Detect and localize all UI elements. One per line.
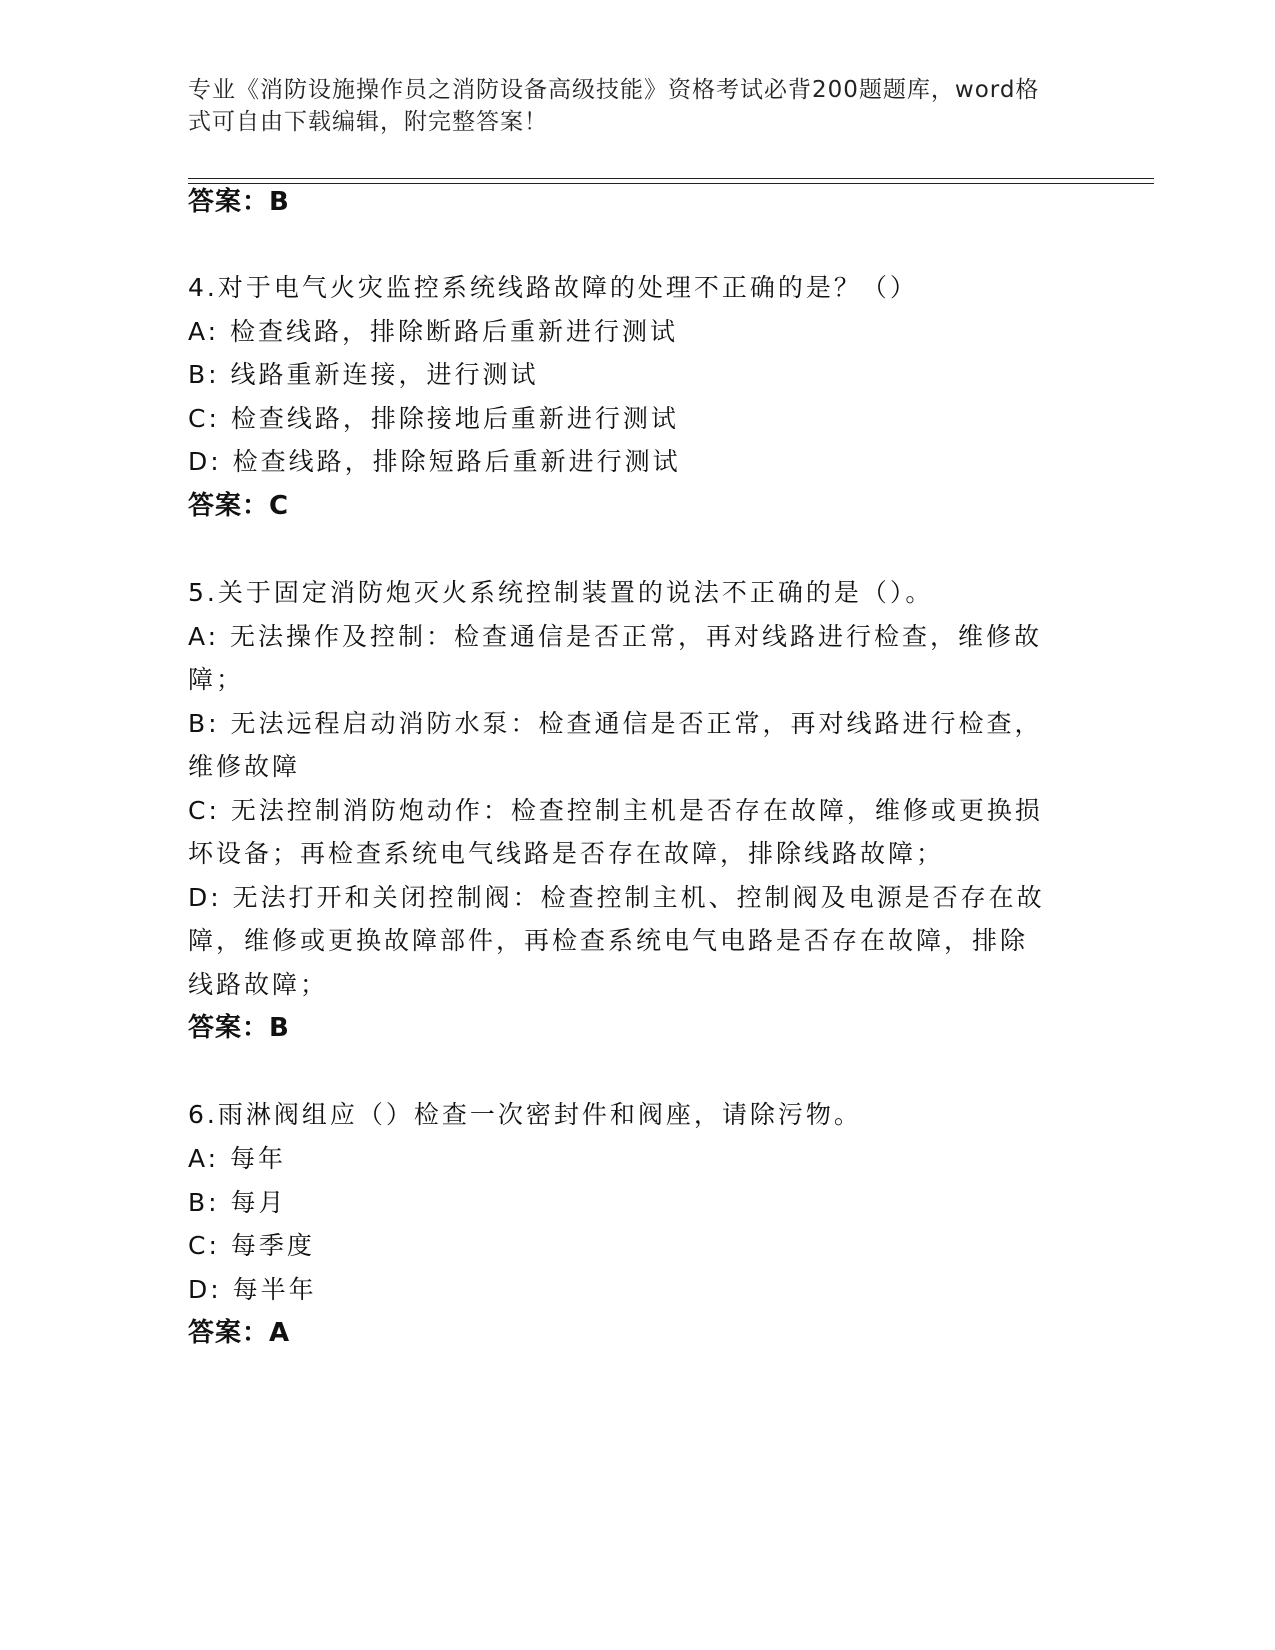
question-4-answer: 答案：C [188,491,290,521]
question-6-option-b: B: 每月 [188,1188,287,1217]
question-5-option-d-line-2: 障，维修或更换故障部件，再检查系统电气电路是否存在故障，排除 [188,926,1029,955]
question-5-option-b-line-1: B: 无法远程启动消防水泵：检查通信是否正常，再对线路进行检查， [188,709,1043,738]
header-rule-top [188,178,1154,179]
question-6-option-a: A: 每年 [188,1144,287,1173]
question-4-option-a: A: 检查线路，排除断路后重新进行测试 [188,317,679,346]
question-4-stem: 4.对于电气火灾监控系统线路故障的处理不正确的是？（） [188,273,918,302]
previous-answer: 答案：B [188,187,290,217]
question-4-option-b: B: 线路重新连接，进行测试 [188,360,539,389]
document-header [188,74,1088,138]
header-rule-bottom [188,183,1154,184]
question-5-option-d-line-1: D: 无法打开和关闭控制阀：检查控制主机、控制阀及电源是否存在故 [188,883,1045,912]
question-5-option-c-line-1: C: 无法控制消防炮动作：检查控制主机是否存在故障，维修或更换损 [188,796,1043,825]
question-4-option-d: D: 检查线路，排除短路后重新进行测试 [188,447,681,476]
question-6-option-c: C: 每季度 [188,1231,315,1260]
header-line-1: 专业《消防设施操作员之消防设备高级技能》资格考试必背200题题库，word格 [188,77,1040,103]
question-5-stem: 5.关于固定消防炮灭火系统控制装置的说法不正确的是（）。 [188,578,934,607]
question-5-option-a-line-1: A: 无法操作及控制：检查通信是否正常，再对线路进行检查，维修故 [188,622,1043,651]
question-6-option-d: D: 每半年 [188,1275,317,1304]
question-5-option-b-line-2: 维修故障 [188,752,301,781]
question-5-answer: 答案：B [188,1013,290,1043]
question-6-stem: 6.雨淋阀组应（）检查一次密封件和阀座，请除污物。 [188,1100,862,1129]
question-6-answer: 答案：A [188,1318,291,1348]
question-5-option-a-line-2: 障； [188,665,245,694]
question-4-option-c: C: 检查线路，排除接地后重新进行测试 [188,404,679,433]
header-line-2: 式可自由下载编辑，附完整答案！ [188,109,548,135]
question-5-option-d-line-3: 线路故障； [188,970,329,999]
question-5-option-c-line-2: 坏设备；再检查系统电气线路是否存在故障，排除线路故障； [188,839,945,868]
